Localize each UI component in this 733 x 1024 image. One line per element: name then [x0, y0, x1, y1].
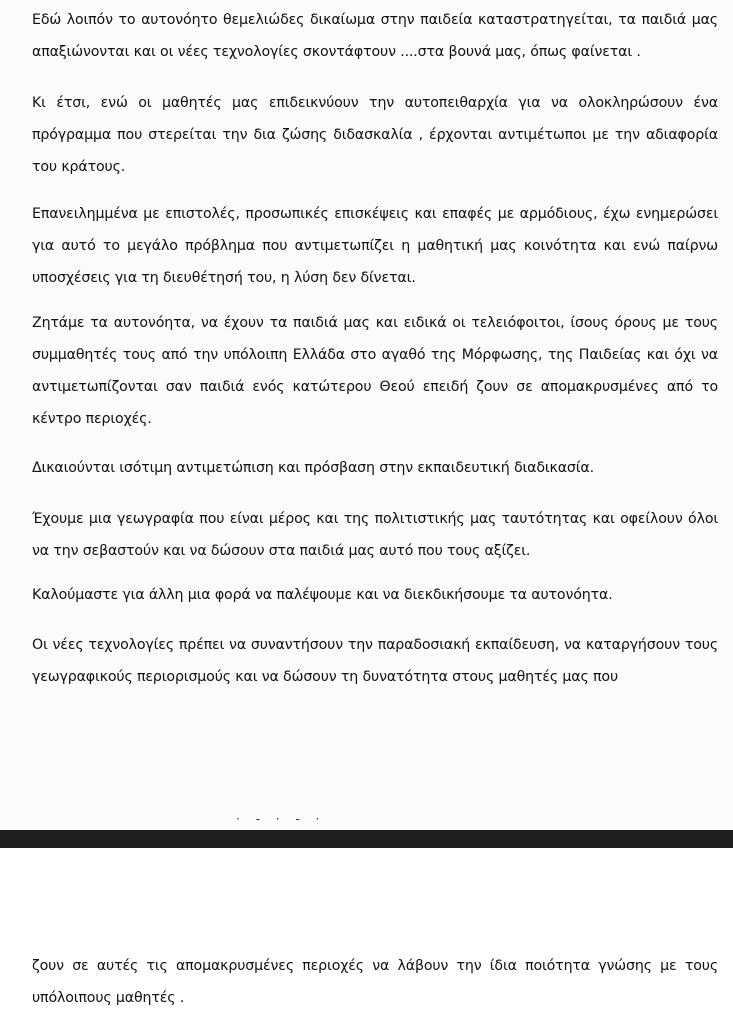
paragraph-8: Οι νέες τεχνολογίες πρέπει να συναντήσουν την παραδοσιακή εκπαίδευση, να καταργήσουν τους γεωγραφικούς περιορισμούς και να δώσουν τη δυνατότητα στους μαθητές μας που [32, 637, 718, 685]
paragraph-4: Ζητάμε τα αυτονόητα, να έχουν τα παιδιά μας και ειδικά οι τελειόφοιτοι, ίσους όρους με τους συμμαθητές τους από την υπόλοιπη Ελλάδα στο αγαθό της Μόρφωσης, της Παιδείας και όχι να αντιμετωπίζονται σαν παιδιά ενός κατώτερου Θεού επειδή ζουν σε απομακρυσμένες από το κέντρο περιοχές. [32, 315, 718, 427]
paragraph-5: Δικαιούνται ισότιμη αντιμετώπιση και πρόσβαση στην εκπαιδευτική διαδικασία. [32, 460, 594, 476]
paragraph-1: Εδώ λοιπόν το αυτονόητο θεμελιώδες δικαίωμα στην παιδεία καταστρατηγείται, τα παιδιά μας απαξιώνονται και οι νέες τεχνολογίες σκοντάφτουν ....στα βουνά μας, όπως φαίνεται . [32, 12, 718, 60]
paragraph-3: Επανειλημμένα με επιστολές, προσωπικές επισκέψεις και επαφές με αρμόδιους, έχω ενημερώσει για αυτό το μεγάλο πρόβλημα που αντιμετωπίζει η μαθητική μας κοινότητα και ενώ παίρνω υποσχέσεις για τη διευθέτησή του, η λύση δεν δίνεται. [32, 206, 718, 286]
document-page-2 [0, 848, 733, 1024]
scan-marks: · - · - · [236, 812, 326, 826]
page-separator [0, 830, 733, 848]
paragraph-6: Έχουμε μια γεωγραφία που είναι μέρος και της πολιτιστικής μας ταυτότητας και οφείλουν όλοι να την σεβαστούν και να δώσουν στα παιδιά μας αυτό που τους αξίζει. [32, 511, 718, 559]
paragraph-2: Κι έτσι, ενώ οι μαθητές μας επιδεικνύουν την αυτοπειθαρχία για να ολοκληρώσουν ένα πρόγραμμα που στερείται την δια ζώσης διδασκαλία , έρχονται αντιμέτωποι με την αδιαφορία του κράτους. [32, 95, 718, 175]
paragraph-9: ζουν σε αυτές τις απομακρυσμένες περιοχές να λάβουν την ίδια ποιότητα γνώσης με τους υπόλοιπους μαθητές . [32, 958, 718, 1006]
paragraph-7: Καλούμαστε για άλλη μια φορά να παλέψουμε και να διεκδικήσουμε τα αυτονόητα. [32, 587, 613, 603]
